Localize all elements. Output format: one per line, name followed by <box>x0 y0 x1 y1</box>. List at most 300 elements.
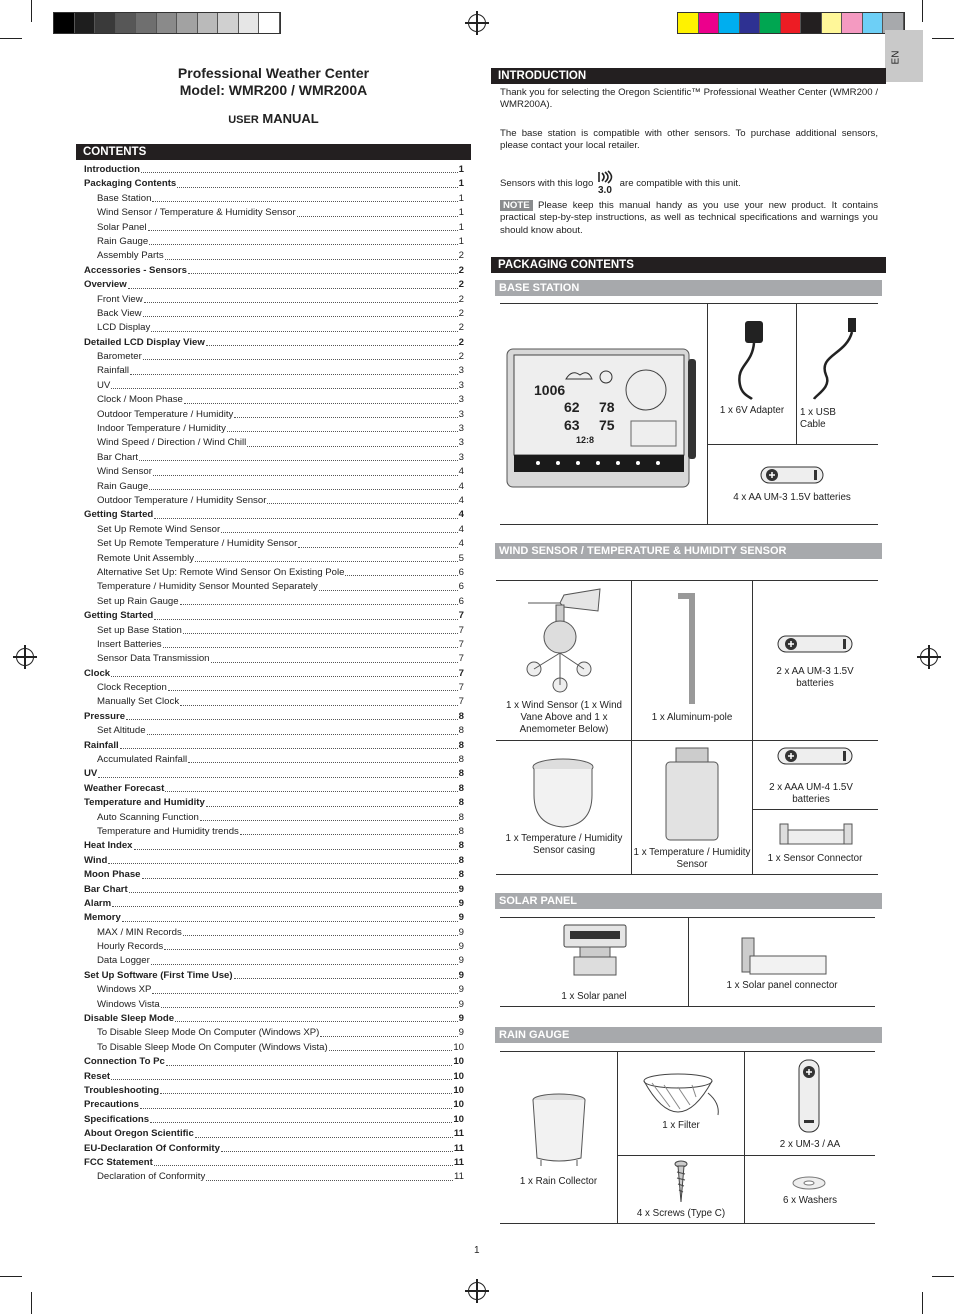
toc-entry-title: Disable Sleep Mode <box>84 1013 175 1025</box>
toc-entry[interactable] <box>84 523 464 537</box>
toc-dot-leader <box>152 192 457 202</box>
base-station-image <box>506 345 702 496</box>
toc-entry[interactable] <box>84 451 464 465</box>
toc-entry[interactable] <box>84 350 464 364</box>
toc-entry-title: Base Station <box>97 192 152 204</box>
toc-dot-leader <box>140 1098 452 1108</box>
toc-page-number: 1 <box>458 164 464 175</box>
toc-dot-leader <box>297 206 458 216</box>
toc-entry-title: Set up Base Station <box>97 624 182 636</box>
color-swatch <box>198 13 219 33</box>
solar-panel-label: 1 x Solar panel <box>561 991 627 1002</box>
toc-entry[interactable] <box>84 667 464 681</box>
toc-page-number: 9 <box>458 897 464 909</box>
toc-entry[interactable] <box>84 681 464 695</box>
toc-entry[interactable] <box>84 408 464 422</box>
toc-page-number: 11 <box>453 1142 464 1154</box>
wind-sensor-label: 1 x Wind Sensor (1 x Wind Vane Above and 1 x Anemometer Below) <box>506 700 622 735</box>
toc-entry[interactable] <box>84 465 464 479</box>
toc-dot-leader <box>183 926 458 936</box>
toc-entry-title: Wind Sensor / Temperature & Humidity Sensor <box>97 207 296 219</box>
toc-entry-title: Indoor Temperature / Humidity <box>97 423 226 435</box>
toc-entry-title: Specifications <box>84 1113 150 1125</box>
um3-batteries-image <box>797 1058 821 1139</box>
toc-entry-title: Pressure <box>84 710 126 722</box>
toc-page-number: 9 <box>458 969 464 981</box>
toc-entry[interactable] <box>84 278 464 292</box>
toc-entry[interactable] <box>84 897 464 911</box>
toc-dot-leader <box>139 451 458 461</box>
toc-dot-leader <box>154 609 457 619</box>
toc-entry-title: Remote Unit Assembly <box>97 552 195 564</box>
color-swatch <box>116 13 137 33</box>
toc-page-number: 3 <box>458 365 464 377</box>
toc-dot-leader <box>168 681 458 691</box>
toc-entry[interactable] <box>84 695 464 709</box>
toc-entry-title: Insert Batteries <box>97 638 162 650</box>
toc-entry[interactable] <box>84 998 464 1012</box>
aa-batteries-image <box>777 634 853 659</box>
toc-dot-leader <box>120 739 458 749</box>
toc-dot-leader <box>184 393 458 403</box>
toc-dot-leader <box>160 1084 452 1094</box>
toc-entry-title: Wind <box>84 854 108 866</box>
toc-entry[interactable] <box>84 264 464 278</box>
toc-entry[interactable] <box>84 954 464 968</box>
toc-page-number: 8 <box>458 754 464 766</box>
toc-page-number: 10 <box>453 1099 464 1111</box>
toc-page-number: 4 <box>458 480 464 492</box>
model-title: Model: WMR200 / WMR200A <box>179 82 368 98</box>
toc-entry-title: Bar Chart <box>84 883 128 895</box>
toc-page-number: 10 <box>453 1041 464 1053</box>
toc-entry-title: Clock / Moon Phase <box>97 394 183 406</box>
toc-entry[interactable] <box>84 508 464 522</box>
toc-entry-title: UV <box>84 768 98 780</box>
toc-dot-leader <box>164 940 458 950</box>
color-swatch <box>157 13 178 33</box>
toc-entry[interactable] <box>84 868 464 882</box>
toc-page-number: 8 <box>458 739 464 751</box>
toc-dot-leader <box>134 839 458 849</box>
toc-page-number: 4 <box>458 466 464 478</box>
page-title: Professional Weather Center <box>177 65 370 81</box>
toc-entry[interactable] <box>84 422 464 436</box>
solar-connector-image <box>738 934 830 983</box>
toc-entry-title: Set Up Software (First Time Use) <box>84 969 233 981</box>
toc-dot-leader <box>161 998 458 1008</box>
toc-page-number: 5 <box>458 552 464 564</box>
toc-page-number: 4 <box>458 523 464 535</box>
toc-entry[interactable] <box>84 796 464 810</box>
toc-page-number: 7 <box>458 696 464 708</box>
toc-entry[interactable] <box>84 321 464 335</box>
toc-entry-title: Clock Reception <box>97 682 167 694</box>
toc-entry-title: Auto Scanning Function <box>97 811 199 823</box>
toc-entry[interactable] <box>84 206 464 220</box>
toc-entry[interactable] <box>84 163 464 177</box>
toc-entry[interactable] <box>84 379 464 393</box>
toc-entry-title: Accessories - Sensors <box>84 264 187 276</box>
toc-dot-leader <box>227 422 458 432</box>
toc-page-number: 8 <box>458 782 464 794</box>
toc-entry-title: Temperature and Humidity <box>84 797 205 809</box>
filter-image <box>640 1073 722 1122</box>
crop-mark <box>31 1292 32 1314</box>
toc-entry-title: Windows Vista <box>97 998 160 1010</box>
toc-page-number: 1 <box>458 235 464 247</box>
toc-entry-title: Bar Chart <box>97 451 139 463</box>
toc-entry-title: Back View <box>97 307 142 319</box>
toc-dot-leader <box>126 710 458 720</box>
toc-page-number: 7 <box>458 653 464 665</box>
toc-entry[interactable] <box>84 1026 464 1040</box>
rain-collector-label: 1 x Rain Collector <box>519 1176 598 1187</box>
toc-page-number: 6 <box>458 566 464 578</box>
toc-dot-leader <box>345 566 457 576</box>
rain-collector-image <box>527 1092 591 1172</box>
toc-entry[interactable] <box>84 652 464 666</box>
toc-page-number: 10 <box>453 1070 464 1082</box>
toc-entry[interactable] <box>84 767 464 781</box>
toc-dot-leader <box>151 321 457 331</box>
toc-entry[interactable] <box>84 1012 464 1026</box>
toc-dot-leader <box>206 336 458 346</box>
sensor-30-logo-icon <box>596 170 617 198</box>
toc-page-number: 8 <box>458 840 464 852</box>
toc-entry-title: Outdoor Temperature / Humidity Sensor <box>97 494 267 506</box>
toc-entry-title: Temperature and Humidity trends <box>97 825 239 837</box>
toc-dot-leader <box>180 595 458 605</box>
lcd-indoor-humidity: 75 <box>599 417 615 433</box>
um3-batteries-label: 2 x UM-3 / AA <box>779 1139 841 1150</box>
toc-entry-title: Memory <box>84 912 121 924</box>
sensor-casing-image <box>528 755 598 835</box>
toc-dot-leader <box>188 753 458 763</box>
filter-label: 1 x Filter <box>662 1120 700 1131</box>
toc-dot-leader <box>221 1142 453 1152</box>
toc-page-number: 1 <box>458 207 464 219</box>
toc-entry-title: Connection To Pc <box>84 1056 165 1068</box>
user-manual-heading <box>76 111 471 126</box>
toc-entry-title: Overview <box>84 279 127 291</box>
toc-dot-leader <box>111 1070 452 1080</box>
toc-entry[interactable] <box>84 1156 464 1170</box>
toc-entry[interactable] <box>84 480 464 494</box>
toc-entry[interactable] <box>84 595 464 609</box>
toc-page-number: 7 <box>458 667 464 679</box>
toc-dot-leader <box>206 796 458 806</box>
toc-page-number: 7 <box>458 682 464 694</box>
toc-page-number: 10 <box>453 1085 464 1096</box>
toc-dot-leader <box>234 408 457 418</box>
toc-entry[interactable] <box>84 825 464 839</box>
toc-dot-leader <box>234 969 458 979</box>
registration-mark-icon <box>468 14 486 32</box>
toc-entry[interactable] <box>84 624 464 638</box>
toc-entry[interactable] <box>84 969 464 983</box>
toc-entry[interactable] <box>84 235 464 249</box>
toc-entry-title: Heat Index <box>84 840 133 852</box>
toc-entry[interactable] <box>84 1142 464 1156</box>
toc-dot-leader <box>267 494 457 504</box>
color-swatch <box>801 13 822 33</box>
sensor-connector-image <box>776 820 856 855</box>
toc-entry[interactable] <box>84 177 464 191</box>
color-swatch <box>719 13 740 33</box>
toc-entry[interactable] <box>84 1127 464 1141</box>
toc-entry[interactable] <box>84 940 464 954</box>
color-swatch <box>740 13 761 33</box>
toc-dot-leader <box>149 235 457 245</box>
washers-image <box>792 1175 826 1196</box>
toc-page-number: 9 <box>458 955 464 967</box>
toc-page-number: 9 <box>458 1013 464 1025</box>
toc-page-number: 2 <box>458 307 464 319</box>
toc-dot-leader <box>154 1156 453 1166</box>
crop-mark <box>932 38 954 39</box>
table-of-contents <box>84 163 464 1185</box>
toc-entry-title: Rain Gauge <box>97 480 149 492</box>
toc-entry[interactable] <box>84 1098 464 1112</box>
toc-entry-title: Set Up Remote Temperature / Humidity Sensor <box>97 538 298 550</box>
note-label: NOTE <box>500 200 533 211</box>
logo-sentence-start: Sensors with this logo <box>500 178 594 189</box>
toc-entry-title: Packaging Contents <box>84 178 177 190</box>
toc-dot-leader <box>130 364 458 374</box>
toc-dot-leader <box>153 465 458 475</box>
toc-entry-title: Set Altitude <box>97 725 146 737</box>
toc-entry-title: Windows XP <box>97 984 152 996</box>
toc-page-number: 6 <box>458 595 464 607</box>
toc-dot-leader <box>147 724 458 734</box>
intro-paragraph-3 <box>500 170 878 198</box>
solar-panel-image <box>560 923 630 983</box>
toc-page-number: 7 <box>458 610 464 622</box>
aluminum-pole-label: 1 x Aluminum-pole <box>651 712 733 723</box>
toc-entry[interactable] <box>84 854 464 868</box>
wind-sensor-header: WIND SENSOR / TEMPERATURE & HUMIDITY SENSOR <box>495 543 882 559</box>
toc-dot-leader <box>142 868 458 878</box>
aa-batteries-label: 4 x AA UM-3 1.5V batteries <box>733 492 851 503</box>
toc-dot-leader <box>247 436 457 446</box>
aaa-batteries-label: 2 x AAA UM-4 1.5V batteries <box>769 782 853 805</box>
toc-entry[interactable] <box>84 609 464 623</box>
language-tab-label: EN <box>890 50 902 65</box>
toc-entry[interactable] <box>84 537 464 551</box>
toc-entry[interactable] <box>84 293 464 307</box>
toc-entry-title: Getting Started <box>84 509 154 521</box>
toc-entry-title: Wind Speed / Direction / Wind Chill <box>97 437 247 449</box>
toc-entry[interactable] <box>84 580 464 594</box>
toc-entry[interactable] <box>84 753 464 767</box>
toc-page-number: 8 <box>458 768 464 780</box>
toc-page-number: 8 <box>458 797 464 809</box>
toc-dot-leader <box>112 897 457 907</box>
toc-entry-title: LCD Display <box>97 322 151 334</box>
toc-entry[interactable] <box>84 566 464 580</box>
toc-dot-leader <box>165 249 458 259</box>
aa-batteries-image <box>760 465 824 490</box>
toc-page-number: 6 <box>458 581 464 593</box>
toc-entry-title: Alternative Set Up: Remote Wind Sensor On Existing Pole <box>97 566 345 578</box>
toc-entry[interactable] <box>84 1041 464 1055</box>
toc-entry-title: Precautions <box>84 1099 139 1111</box>
registration-mark-icon <box>16 648 34 666</box>
toc-dot-leader <box>329 1041 453 1051</box>
toc-entry-title: Temperature / Humidity Sensor Mounted Separately <box>97 581 318 593</box>
user-manual-word: USER <box>228 114 259 126</box>
solar-connector-label: 1 x Solar panel connector <box>726 980 838 991</box>
toc-entry[interactable] <box>84 192 464 206</box>
toc-page-number: 1 <box>458 221 464 233</box>
solar-panel-header: SOLAR PANEL <box>495 893 882 909</box>
toc-dot-leader <box>148 221 458 231</box>
toc-dot-leader <box>143 307 458 317</box>
toc-page-number: 9 <box>458 926 464 938</box>
aa-batteries-label: 2 x AA UM-3 1.5V batteries <box>776 666 854 689</box>
adapter-label: 1 x 6V Adapter <box>719 405 785 416</box>
toc-entry[interactable] <box>84 436 464 450</box>
toc-entry[interactable] <box>84 724 464 738</box>
toc-entry[interactable] <box>84 1170 464 1184</box>
toc-dot-leader <box>188 264 458 274</box>
color-swatch <box>842 13 863 33</box>
toc-page-number: 3 <box>458 394 464 406</box>
registration-mark-icon <box>468 1282 486 1300</box>
toc-entry[interactable] <box>84 811 464 825</box>
toc-page-number: 3 <box>458 408 464 420</box>
toc-page-number: 2 <box>458 351 464 363</box>
color-swatch <box>760 13 781 33</box>
toc-dot-leader <box>298 537 457 547</box>
th-sensor-label: 1 x Temperature / Humidity Sensor <box>633 847 751 870</box>
toc-entry[interactable] <box>84 552 464 566</box>
toc-page-number: 1 <box>458 178 464 190</box>
toc-dot-leader <box>195 1127 453 1137</box>
toc-page-number: 3 <box>458 423 464 435</box>
toc-entry[interactable] <box>84 1084 464 1098</box>
toc-entry[interactable] <box>84 221 464 235</box>
lcd-outdoor-humidity: 78 <box>599 399 615 415</box>
language-tab <box>885 30 923 82</box>
registration-mark-icon <box>920 648 938 666</box>
adapter-image <box>728 315 778 405</box>
color-swatch <box>54 13 75 33</box>
toc-entry-title: Alarm <box>84 897 112 909</box>
toc-entry-title: To Disable Sleep Mode On Computer (Windows XP) <box>97 1027 320 1039</box>
toc-entry[interactable] <box>84 364 464 378</box>
toc-entry-title: Data Logger <box>97 955 150 967</box>
toc-entry-title: Rain Gauge <box>97 235 149 247</box>
toc-entry-title: Outdoor Temperature / Humidity <box>97 408 234 420</box>
manual-word: MANUAL <box>262 111 319 126</box>
toc-dot-leader <box>143 350 458 360</box>
toc-page-number: 2 <box>458 250 464 262</box>
lcd-outdoor-temp: 62 <box>564 399 580 415</box>
toc-dot-leader <box>320 1026 457 1036</box>
toc-page-number: 3 <box>458 451 464 463</box>
toc-page-number: 9 <box>458 998 464 1010</box>
toc-entry[interactable] <box>84 494 464 508</box>
toc-entry[interactable] <box>84 249 464 263</box>
toc-entry[interactable] <box>84 638 464 652</box>
logo-version-text: 3.0 <box>598 185 612 196</box>
toc-entry[interactable] <box>84 336 464 350</box>
toc-dot-leader <box>150 1113 452 1123</box>
toc-page-number: 4 <box>458 509 464 521</box>
toc-entry[interactable] <box>84 883 464 897</box>
toc-entry-title: Troubleshooting <box>84 1085 160 1096</box>
toc-dot-leader <box>144 293 458 303</box>
toc-entry[interactable] <box>84 782 464 796</box>
toc-entry-title: Clock <box>84 667 111 679</box>
toc-page-number: 8 <box>458 869 464 881</box>
toc-entry[interactable] <box>84 1055 464 1069</box>
toc-entry[interactable] <box>84 1070 464 1084</box>
toc-dot-leader <box>200 811 458 821</box>
toc-page-number: 3 <box>458 379 464 391</box>
color-swatch <box>218 13 239 33</box>
color-calibration-bar <box>677 12 905 34</box>
color-swatch <box>259 13 280 33</box>
toc-page-number: 2 <box>458 322 464 334</box>
toc-entry[interactable] <box>84 926 464 940</box>
toc-entry-title: EU-Declaration Of Conformity <box>84 1142 220 1154</box>
usb-cable-label: 1 x USB Cable <box>800 407 836 430</box>
toc-entry[interactable] <box>84 911 464 925</box>
page-number: 1 <box>474 1245 480 1256</box>
toc-page-number: 11 <box>454 1171 464 1183</box>
toc-dot-leader <box>195 552 458 562</box>
toc-page-number: 2 <box>458 264 464 276</box>
color-swatch <box>177 13 198 33</box>
aaa-batteries-image <box>777 746 853 771</box>
toc-entry-title: FCC Statement <box>84 1156 153 1168</box>
toc-entry-title: Assembly Parts <box>97 250 164 262</box>
toc-entry-title: MAX / MIN Records <box>97 926 182 938</box>
toc-dot-leader <box>111 667 458 677</box>
toc-entry[interactable] <box>84 710 464 724</box>
toc-entry-title: Wind Sensor <box>97 466 152 478</box>
toc-entry[interactable] <box>84 983 464 997</box>
toc-entry-title: Reset <box>84 1070 111 1082</box>
toc-page-number: 8 <box>458 854 464 866</box>
lcd-indoor-temp: 63 <box>564 417 580 433</box>
screws-image <box>674 1160 688 1209</box>
wind-sensor-image <box>520 585 610 700</box>
toc-entry[interactable] <box>84 307 464 321</box>
packaging-contents-header: PACKAGING CONTENTS <box>491 257 886 273</box>
toc-page-number: 8 <box>458 811 464 823</box>
color-swatch <box>239 13 260 33</box>
toc-page-number: 8 <box>458 725 464 737</box>
toc-page-number: 8 <box>458 710 464 722</box>
toc-page-number: 9 <box>458 984 464 996</box>
toc-entry-title: Set Up Remote Wind Sensor <box>97 523 221 535</box>
toc-entry[interactable] <box>84 839 464 853</box>
aluminum-pole-image <box>672 592 712 712</box>
toc-entry-title: Front View <box>97 293 143 305</box>
toc-entry[interactable] <box>84 1113 464 1127</box>
toc-entry[interactable] <box>84 393 464 407</box>
toc-page-number: 7 <box>458 638 464 650</box>
toc-entry[interactable] <box>84 739 464 753</box>
toc-dot-leader <box>152 983 457 993</box>
toc-entry-title: Manually Set Clock <box>97 696 180 708</box>
toc-page-number: 11 <box>453 1128 464 1140</box>
intro-paragraph-1: Thank you for selecting the Oregon Scientific™ Professional Weather Center (WMR200 / WMR200A). <box>500 87 878 111</box>
